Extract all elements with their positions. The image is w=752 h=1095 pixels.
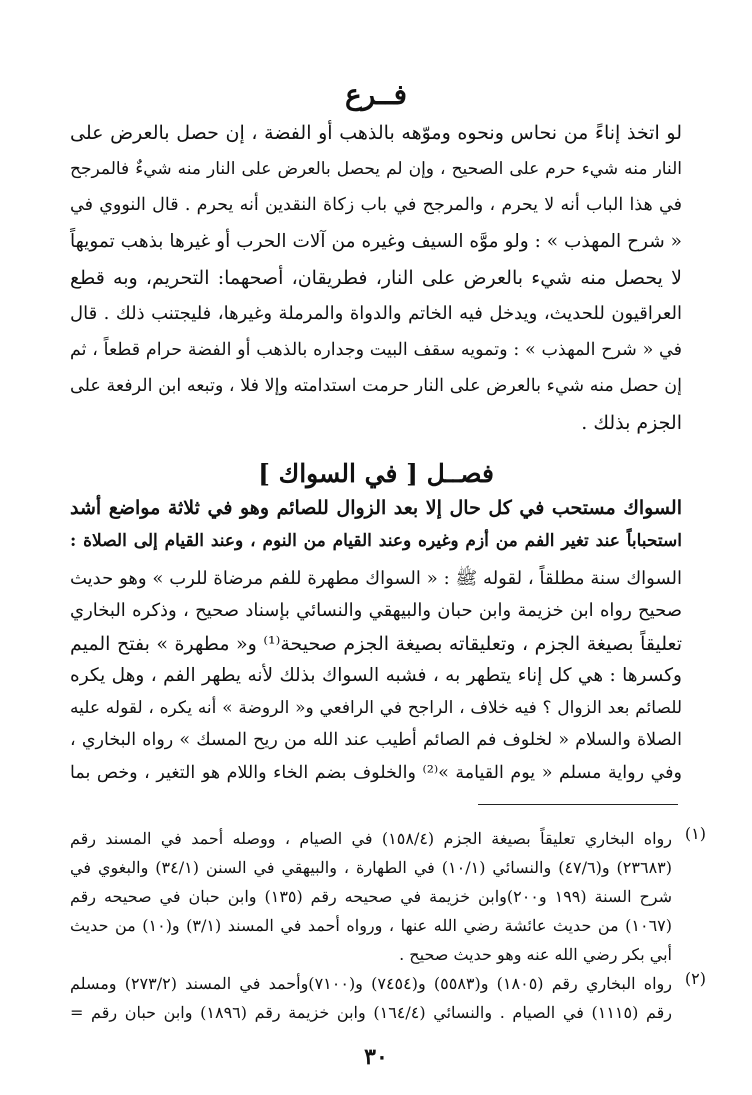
text-line: لو اتخذ إناءً من نحاس ونحوه وموّهه بالذهب أو الفضة ، إن حصل بالعرض على	[70, 122, 682, 144]
text-line: وكسرها : هي كل إناء يتطهر به ، فشبه السواك بذلك لأنه يطهر الفم ، وهل يكره	[70, 664, 682, 686]
paragraph-siwak	[70, 563, 682, 789]
text-line: في « شرح المهذب » : وتمويه سقف البيت وجداره بالذهب أو الفضة حرام قطعاً ، ثم	[70, 340, 682, 361]
footnote-line: (٢٣٦٨٣) و(٤٧/٦) والنسائي (١٠/١) في الطهارة ، والبيهقي في السنن (٣٤/١) والبغوي في	[70, 858, 673, 877]
text-line: وفي رواية مسلم « يوم القيامة »⁽²⁾ والخلوف بضم الخاء واللام هو التغير ، وخص بما	[70, 762, 682, 783]
footnote-number: (١)	[684, 824, 706, 843]
footnote-number: (٢)	[684, 969, 706, 988]
text-line: العراقيون للحديث، ويدخل فيه الخاتم والدواة والمرملة وغيرها، فليجتنب ذلك . قال	[70, 302, 682, 324]
footnote-line: رواه البخاري رقم (١٨٠٥) و(٥٥٨٣) و(٧٤٥٤) و(٧١٠٠)وأحمد في المسند (٢٧٣/٢) ومسلم	[70, 974, 673, 993]
section-intro	[70, 492, 682, 558]
text-line: صحيح رواه ابن خزيمة وابن حبان والبيهقي والنسائي بإسناد صحيح ، وذكره البخاري	[70, 600, 682, 622]
text-line: « شرح المهذب » : ولو موَّه السيف وغيره من آلات الحرب أو غيرها بذهب تمويهاً	[70, 230, 682, 252]
section-heading-fara: فــرع	[345, 78, 407, 111]
footnote-line: رواه البخاري تعليقاً بصيغة الجزم (١٥٨/٤) في الصيام ، ووصله أحمد في المسند رقم	[70, 829, 673, 848]
text-line: لا يحصل منه شيء بالعرض على النار، فطريقان، أصحهما: التحريم، وبه قطع	[70, 266, 682, 289]
text-line: للصائم بعد الزوال ؟ فيه خلاف ، الراجح في الرافعي و« الروضة » أنه يكره ، لقوله عليه	[70, 698, 682, 719]
text-line: استحباباً عند تغير الفم من أزم وغيره وعند القيام من النوم ، وعند القيام إلى الصلاة :	[70, 531, 682, 551]
text-line: الجزم بذلك .	[581, 411, 682, 434]
footnote-line: (١٠٦٧) من حديث عائشة رضي الله عنها ، ورواه أحمد في المسند (٣/١) و(١٠) من حديث	[70, 916, 672, 935]
footnote-separator	[478, 804, 678, 805]
footnote-line: أبي بكر رضي الله عنه وهو حديث صحيح .	[399, 945, 672, 964]
text-line: إن حصل منه شيء بالعرض على النار حرمت استدامته وإلا فلا ، وتبعه ابن الرفعة على	[70, 376, 682, 397]
text-line: الصلاة والسلام « لخلوف فم الصائم أطيب عند الله من ريح المسك » رواه البخاري ،	[70, 730, 682, 751]
paragraph-fara	[70, 115, 682, 441]
text-line: في هذا الباب أنه لا يحرم ، والمرجح في باب زكاة النقدين أنه يحرم . قال النووي في	[70, 195, 682, 216]
section-heading-siwak: فصــل [ في السواك ]	[258, 459, 494, 488]
page-number: ٣٠	[364, 1044, 388, 1070]
text-line: السواك سنة مطلقاً ، لقوله ﷺ : « السواك مطهرة للفم مرضاة للرب » وهو حديث	[70, 568, 682, 589]
footnote-line: شرح السنة (١٩٩ و٢٠٠)وابن خزيمة في صحيحه رقم (١٣٥) وابن حبان في صحيحه رقم	[70, 887, 673, 906]
text-line: السواك مستحب في كل حال إلا بعد الزوال للصائم وهو في ثلاثة مواضع أشد	[70, 497, 682, 519]
footnote-line: رقم (١١١٥) في الصيام . والنسائي (١٦٤/٤) وابن خزيمة رقم (١٨٩٦) وابن حبان رقم =	[70, 1003, 673, 1022]
text-line: تعليقاً بصيغة الجزم ، وتعليقاته بصيغة الجزم صحيحة⁽¹⁾ و« مطهرة » بفتح الميم	[70, 632, 682, 655]
text-line: النار منه شيء حرم على الصحيح ، وإن لم يحصل بالعرض على النار منه شيءٌ فالمرجح	[70, 159, 682, 180]
